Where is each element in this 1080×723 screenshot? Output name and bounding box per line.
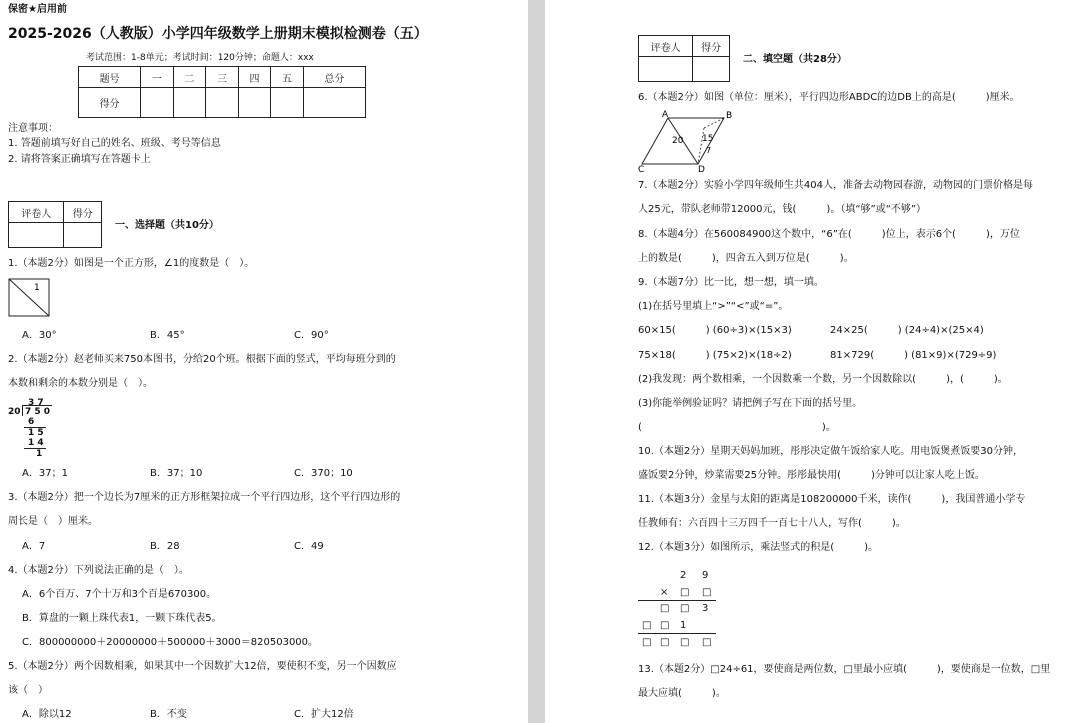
- compare-item: 81×729( ) (81×9)×(729÷9): [830, 350, 997, 361]
- quotient: 3 7: [28, 398, 44, 408]
- blank-box: □: [702, 637, 712, 648]
- digit: 1: [680, 620, 687, 631]
- question-7-cont: 人25元，带队老师带12000元，钱( )。（填“够”或“不够”）: [638, 204, 927, 215]
- score-cell[interactable]: [238, 88, 271, 118]
- blank-box: □: [660, 620, 670, 631]
- right-page: [545, 0, 1080, 723]
- label-15: 15: [702, 134, 714, 144]
- parallelogram-figure: [638, 108, 748, 172]
- question-1: 1.（本题2分）如图是一个正方形，∠1的度数是（ ）。: [8, 258, 255, 269]
- option: C．扩大12倍: [294, 709, 354, 720]
- option: B．28: [150, 541, 180, 552]
- division-step: 6: [28, 417, 35, 427]
- question-3: 3.（本题2分）把一个边长为7厘米的正方形框架拉成一个平行四边形，这个平行四边形的: [8, 492, 401, 503]
- note-item: 1. 答题前填写好自己的姓名、班级、考号等信息: [8, 138, 221, 149]
- grader-label: 评卷人: [639, 36, 693, 57]
- question-2-cont: 本数和剩余的本数分别是（ ）。: [8, 378, 153, 389]
- score-cell[interactable]: [271, 88, 304, 118]
- question-5-cont: 该（ ）: [8, 685, 48, 696]
- option: C．90°: [294, 330, 329, 341]
- blank-box: □: [680, 603, 690, 614]
- blank-box: □: [702, 587, 712, 598]
- exam-info: 考试范围：1-8单元；考试时间：120分钟；命题人：xxx: [86, 53, 314, 63]
- option: B．37；10: [150, 468, 203, 479]
- label-20: 20: [672, 136, 684, 146]
- question-9-answer: ( )。: [638, 422, 836, 433]
- blank-box: □: [660, 637, 670, 648]
- grader-table: [8, 201, 102, 248]
- question-4: 4.（本题2分）下列说法正确的是（ ）。: [8, 565, 189, 576]
- question-2: 2.（本题2分）赵老师买来750本图书，分给20个班。根据下面的竖式，平均每班分到的: [8, 354, 396, 365]
- divisor: 20: [8, 407, 21, 417]
- score-header: 题号: [79, 67, 141, 88]
- question-12: 12.（本题3分）如图所示，乘法竖式的积是( )。: [638, 542, 879, 553]
- score-cell[interactable]: [64, 223, 102, 248]
- question-9-part3: (3)你能举例验证吗？请把例子写在下面的括号里。: [638, 398, 863, 409]
- note-item: 2. 请将答案正确填写在答题卡上: [8, 154, 151, 165]
- question-7: 7.（本题2分）实验小学四年级师生共404人，准备去动物园春游，动物园的门票价格是每: [638, 180, 1033, 191]
- section-title: 二、填空题（共28分）: [743, 54, 847, 65]
- digit: 3: [702, 603, 709, 614]
- option: A．37；1: [22, 468, 68, 479]
- exam-title: 2025-2026（人教版）小学四年级数学上册期末模拟检测卷（五）: [8, 26, 428, 42]
- blank-box: □: [642, 637, 652, 648]
- question-9-part1: (1)在括号里填上“>”“<”或“=”。: [638, 301, 789, 312]
- option: A．6个百万、7个十万和3个百是670300。: [22, 589, 217, 600]
- digit: 2: [680, 570, 687, 581]
- blank-box: □: [680, 637, 690, 648]
- score-header: 二: [173, 67, 206, 88]
- notes-title: 注意事项：: [8, 123, 58, 134]
- question-8: 8.（本题4分）在560084900这个数中，“6”在( )位上，表示6个( )，万位: [638, 229, 1020, 240]
- score-header: 总分: [303, 67, 365, 88]
- grader-cell[interactable]: [639, 57, 693, 82]
- times-sign: ×: [660, 587, 669, 598]
- score-label: 得分: [64, 202, 102, 223]
- question-11: 11.（本题3分）金星与太阳的距离是108200000千米，读作( )，我国普通小学专: [638, 494, 1026, 505]
- option: A．30°: [22, 330, 57, 341]
- question-8-cont: 上的数是( )，四舍五入到万位是( )。: [638, 253, 854, 264]
- question-13-cont: 最大应填( )。: [638, 688, 726, 699]
- question-5: 5.（本题2分）两个因数相乘，如果其中一个因数扩大12倍，要使积不变，另一个因数应: [8, 661, 397, 672]
- angle-label: 1: [34, 283, 40, 293]
- score-cell[interactable]: [206, 88, 239, 118]
- question-13: 13.（本题2分）□24÷61，要使商是两位数，□里最小应填( )，要使商是一位数，□里: [638, 664, 1051, 675]
- option: C．800000000＋20000000＋500000＋3000＝820503000。: [22, 637, 319, 648]
- label-7: 7: [706, 146, 712, 155]
- secret-label: 保密★启用前: [8, 4, 67, 15]
- score-header: 四: [238, 67, 271, 88]
- grader-table: [638, 35, 730, 82]
- digit: 9: [702, 570, 709, 581]
- score-header: 五: [271, 67, 304, 88]
- left-page: [0, 0, 528, 723]
- dividend: 7 5 0: [25, 407, 51, 417]
- option: A．7: [22, 541, 46, 552]
- score-label: 得分: [693, 36, 730, 57]
- option: C．49: [294, 541, 324, 552]
- division-remainder: 1: [36, 449, 43, 459]
- question-11-cont: 任教师有：六百四十三万四千一百七十八人，写作( )。: [638, 518, 906, 529]
- score-row-label: 得分: [79, 88, 141, 118]
- blank-box: □: [642, 620, 652, 631]
- vertex-b: B: [726, 111, 733, 121]
- division-step: 1 4: [28, 438, 44, 448]
- compare-item: 60×15( ) (60÷3)×(15×3): [638, 325, 792, 336]
- score-cell[interactable]: [141, 88, 174, 118]
- division-step: 1 5: [28, 428, 44, 438]
- blank-box: □: [660, 603, 670, 614]
- score-cell[interactable]: [693, 57, 730, 82]
- question-9-part2: (2)我发现：两个数相乘，一个因数乘一个数，另一个因数除以( )，( )。: [638, 374, 1008, 385]
- vertex-c: C: [638, 165, 645, 172]
- score-table: [78, 66, 366, 118]
- option: B．45°: [150, 330, 185, 341]
- score-cell[interactable]: [173, 88, 206, 118]
- question-10: 10.（本题2分）星期天妈妈加班，彤彤决定做午饭给家人吃。用电饭煲煮饭要30分钟，: [638, 446, 1023, 457]
- vertex-a: A: [662, 110, 669, 120]
- question-9: 9.（本题7分）比一比，想一想，填一填。: [638, 277, 824, 288]
- blank-box: □: [680, 587, 690, 598]
- compare-item: 24×25( ) (24÷4)×(25×4): [830, 325, 984, 336]
- option: A．除以12: [22, 709, 72, 720]
- grader-cell[interactable]: [9, 223, 64, 248]
- score-header: 一: [141, 67, 174, 88]
- option: B．不变: [150, 709, 187, 720]
- grader-label: 评卷人: [9, 202, 64, 223]
- score-cell[interactable]: [303, 88, 365, 118]
- question-3-cont: 周长是（ ）厘米。: [8, 516, 98, 527]
- score-header: 三: [206, 67, 239, 88]
- section-title: 一、选择题（共10分）: [115, 220, 219, 231]
- question-6: 6.（本题2分）如图（单位：厘米），平行四边形ABDC的边DB上的高是( )厘米。: [638, 92, 1020, 103]
- vertex-d: D: [698, 165, 705, 172]
- square-figure: [8, 278, 52, 318]
- question-10-cont: 盛饭要2分钟，炒菜需要25分钟。彤彤最快用( )分钟可以让家人吃上饭。: [638, 470, 985, 481]
- compare-item: 75×18( ) (75×2)×(18÷2): [638, 350, 792, 361]
- option: B．算盘的一颗上珠代表1，一颗下珠代表5。: [22, 613, 222, 624]
- option: C．370；10: [294, 468, 353, 479]
